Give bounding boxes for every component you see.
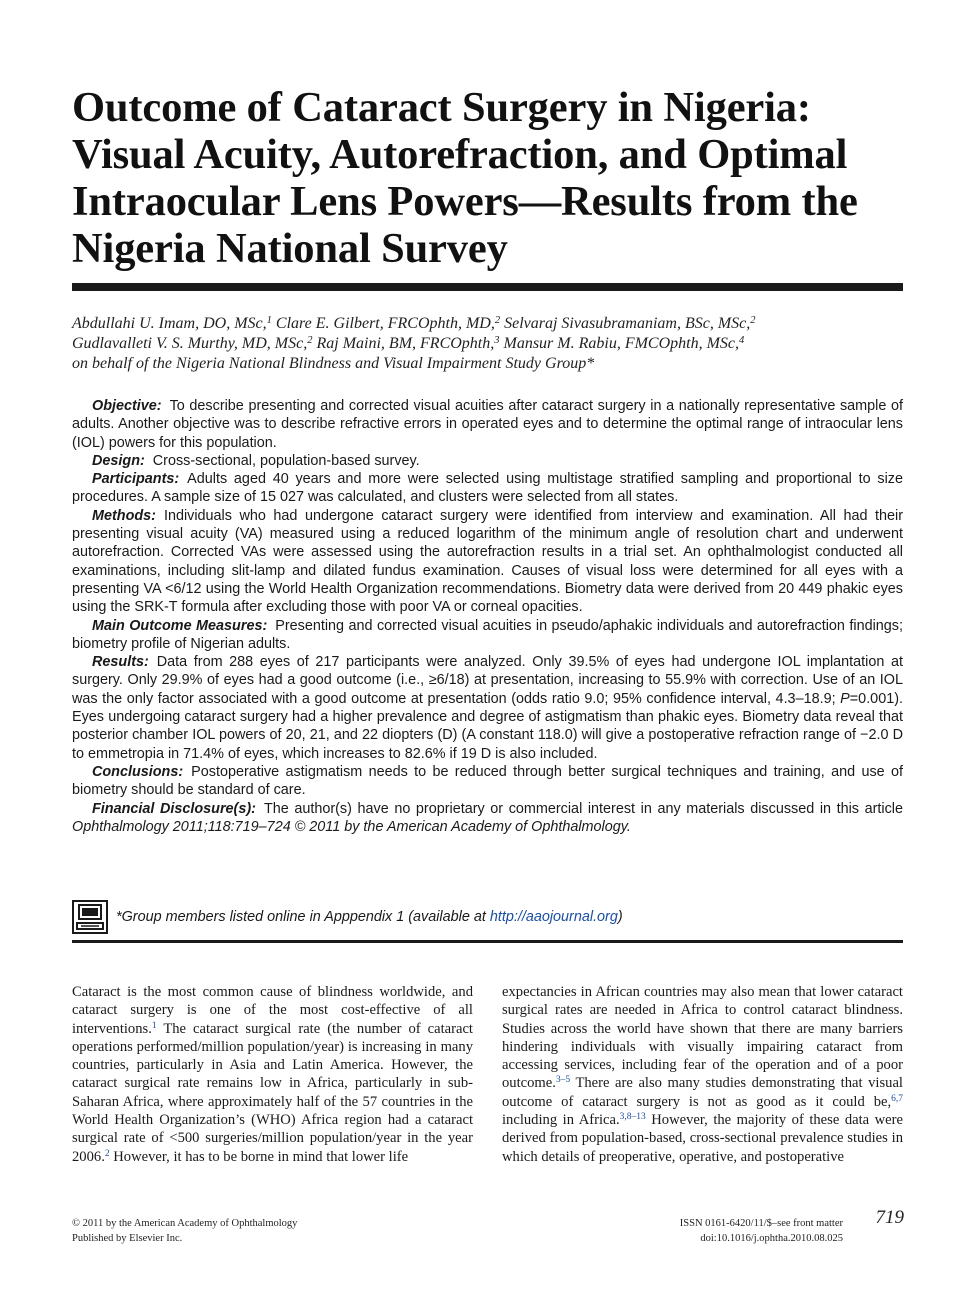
affiliation-mark: 3 bbox=[494, 335, 500, 346]
reference-link[interactable]: 2 bbox=[104, 1148, 110, 1159]
abstract-conclusions bbox=[72, 763, 903, 800]
section-label: Methods: bbox=[92, 507, 156, 524]
title-line: Intraocular Lens Powers—Results from the bbox=[72, 178, 858, 225]
footer-right bbox=[600, 1216, 843, 1246]
affiliation-mark: 2 bbox=[494, 315, 501, 326]
title-line: Nigeria National Survey bbox=[72, 225, 508, 272]
reference-link[interactable]: 3–5 bbox=[555, 1075, 571, 1086]
article-title bbox=[72, 84, 912, 272]
body-paragraph bbox=[502, 983, 903, 1166]
section-text: The author(s) have no proprietary or commercial interest in any materials discussed in this article bbox=[263, 800, 903, 817]
p-value-symbol: P bbox=[840, 690, 850, 707]
title-line: Visual Acuity, Autorefraction, and Optimal bbox=[72, 131, 848, 178]
body-column-right bbox=[502, 983, 903, 1166]
author-name: Selvaraj Sivasubramaniam, BSc, MSc, bbox=[504, 315, 751, 332]
doi-line: doi:10.1016/j.ophtha.2010.08.025 bbox=[700, 1233, 843, 1244]
section-text: To describe presenting and corrected visual acuities after cataract surgery in a nationally representative sample of adults. Another objective was to describe refractive errors in operated eyes and to determine the optimal range of intraocular lens (IOL) powers for this population. bbox=[72, 398, 903, 451]
body-column-left bbox=[72, 983, 473, 1166]
section-text: Postoperative astigmatism needs to be reduced through better surgical techniques and training, and use of biometry should be standard of care. bbox=[72, 763, 903, 799]
journal-citation: Ophthalmology 2011;118:719–724 © 2011 by the American Academy of Ophthalmology. bbox=[72, 818, 631, 835]
appendix-text-after: ) bbox=[617, 909, 623, 925]
title-rule bbox=[72, 283, 903, 291]
body-text: Cataract is the most common cause of blindness worldwide, and cataract surgery is one of the most cost-effective of all interventions. bbox=[72, 984, 473, 1037]
abstract-outcome-measures bbox=[72, 617, 903, 654]
section-label: Participants: bbox=[92, 471, 180, 488]
body-text: There are also many studies demonstrating that visual outcome of cataract surgery is not as good as it could be, bbox=[502, 1075, 903, 1110]
body-text: However, it has to be borne in mind that lower life bbox=[109, 1148, 409, 1165]
section-label: Conclusions: bbox=[92, 763, 184, 780]
copyright-line: © 2011 by the American Academy of Ophthalmology bbox=[72, 1218, 298, 1229]
abstract-methods bbox=[72, 507, 903, 617]
page-number: 719 bbox=[875, 1207, 904, 1228]
abstract-participants bbox=[72, 470, 903, 507]
section-label: Results: bbox=[92, 654, 149, 671]
reference-link[interactable]: 3,8–13 bbox=[619, 1112, 646, 1123]
author-name: Abdullahi U. Imam, DO, MSc, bbox=[72, 315, 267, 332]
section-label: Financial Disclosure(s): bbox=[92, 800, 256, 817]
publisher-line: Published by Elsevier Inc. bbox=[72, 1233, 183, 1244]
issn-line: ISSN 0161-6420/11/$–see front matter bbox=[679, 1218, 843, 1229]
section-text: Individuals who had undergone cataract surgery were identified from interview and examination. All had their presenting visual acuity (VA) measured using a reduced logarithm of the minimum angle of resolution chart and underwent autorefraction. Corrected VAs were assessed using the autorefraction results in a trial set. An ophthalmologist conducted all examinations, including slit-lamp and dilated fundus examination. Causes of visual loss were determined for all eyes with a presenting VA <6/12 using the World Health Organization recommendations. Biometry data were derived from 20 449 phakic eyes using the SRK-T formula after excluding those with poor VA or corneal opacities. bbox=[72, 507, 903, 616]
body-text: However, the majority of these data were derived from population-based, cross-sectional prevalence studies in which details of preoperative, operative, and postoperative bbox=[502, 1112, 903, 1165]
author-name: Mansur M. Rabiu, FMCOphth, MSc, bbox=[503, 335, 740, 352]
body-text: The cataract surgical rate (the number of cataract operations performed/million population/year) is increasing in many countries, particularly in Asia and Latin America. However, the cataract surgical rate remains low in Africa, particularly in sub-Saharan Africa, where approximately half of the 57 countries in the World Health Organization’s (WHO) Africa region had a cataract surgical rate of <500 surgeries/million population/year in the year 2006. bbox=[72, 1020, 473, 1165]
abstract-rule bbox=[72, 940, 903, 943]
online-appendix-note bbox=[72, 900, 903, 936]
abstract bbox=[72, 397, 903, 836]
affiliation-mark: 2 bbox=[750, 315, 756, 326]
section-text: =0.001). Eyes undergoing cataract surgery had a higher prevalence and degree of astigmatism than phakic eyes. Biometry data reveal that posterior chamber IOL powers of 20, 21, and 22 diopters (D) (A constant 118.0) will give a postoperative refraction range of −2.0 D to emmetropia in 71.4% of eyes, which increases to 82.6% if 19 D is also included. bbox=[72, 690, 903, 762]
reference-link[interactable]: 6,7 bbox=[891, 1093, 903, 1104]
footer-left bbox=[72, 1216, 297, 1246]
appendix-text bbox=[116, 909, 623, 925]
affiliation-mark: 2 bbox=[307, 335, 313, 346]
author-name: Clare E. Gilbert, FRCOphth, MD, bbox=[275, 315, 495, 332]
section-text: Adults aged 40 years and more were selected using multistage stratified sampling and proportional to size procedures. A sample size of 15 027 was calculated, and clusters were selected from all states. bbox=[72, 471, 903, 506]
author-line bbox=[72, 334, 912, 354]
section-label: Design: bbox=[92, 452, 145, 469]
computer-icon bbox=[72, 900, 108, 934]
abstract-objective bbox=[72, 397, 903, 452]
section-label: Main Outcome Measures: bbox=[92, 617, 268, 634]
body-paragraph bbox=[72, 983, 473, 1166]
author-name: Gudlavalleti V. S. Murthy, MD, MSc, bbox=[72, 335, 308, 352]
abstract-design bbox=[72, 452, 903, 470]
author-name: Raj Maini, BM, FRCOphth, bbox=[316, 335, 495, 352]
journal-link[interactable]: http://aaojournal.org bbox=[489, 909, 618, 925]
section-text: Data from 288 eyes of 217 participants were analyzed. Only 39.5% of eyes had undergone IOL implantation at surgery. Only 29.9% of eyes had a good outcome (i.e., ≥6/18) at presentation, increasing to 55.9% with correction. Use of an IOL was the only factor associated with a good outcome at presentation (odds ratio 9.0; 95% confidence interval, 4.3–18.9; bbox=[72, 654, 903, 707]
affiliation-mark: 4 bbox=[739, 335, 745, 346]
abstract-results bbox=[72, 653, 903, 763]
appendix-text-before: *Group members listed online in Apppendix 1 (available at bbox=[116, 909, 490, 925]
abstract-financial-disclosure bbox=[72, 800, 903, 837]
section-text: Cross-sectional, population-based survey. bbox=[152, 452, 420, 469]
section-label: Objective: bbox=[92, 398, 162, 414]
title-line: Outcome of Cataract Surgery in Nigeria: bbox=[72, 84, 811, 131]
study-group: on behalf of the Nigeria National Blindness and Visual Impairment Study Group* bbox=[72, 355, 595, 372]
body-text: including in Africa. bbox=[502, 1112, 620, 1129]
author-list bbox=[72, 314, 912, 374]
section-text: Presenting and corrected visual acuities in pseudo/aphakic individuals and autorefraction findings; biometry profile of Nigerian adults. bbox=[72, 617, 903, 652]
reference-link[interactable]: 1 bbox=[151, 1020, 157, 1031]
author-line bbox=[72, 314, 912, 334]
affiliation-mark: 1 bbox=[266, 315, 272, 326]
body-text: expectancies in African countries may also mean that lower cataract surgical rates are needed in Africa to control cataract blindness. Studies across the world have shown that there are many barriers hindering individuals with visually impairing cataract from accessing services, including fear of the operation and of a poor outcome. bbox=[502, 984, 903, 1092]
